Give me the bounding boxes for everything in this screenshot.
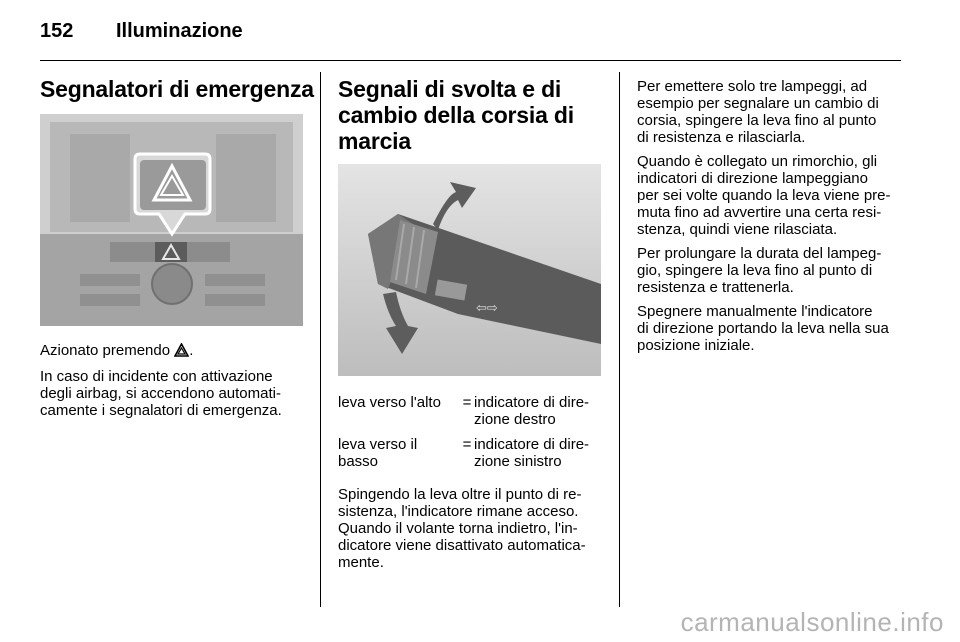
text-line: Quando è collegato un rimorchio, gli xyxy=(637,153,878,170)
text-line: muta fino ad avvertire una certa resi- xyxy=(637,204,882,221)
text-line: degli airbag, si accendono automati- xyxy=(40,385,281,402)
column-continued xyxy=(637,78,905,361)
text-line: di resistenza e rilasciarla. xyxy=(637,129,806,146)
hazard-title: Segnalatori di emergenza xyxy=(40,76,314,102)
hazard-triangle-icon xyxy=(174,343,189,361)
three-flash-paragraph xyxy=(637,78,905,146)
hazard-switch-figure xyxy=(40,114,303,326)
definition-desc xyxy=(474,394,602,436)
text-line: corsia, spingere la leva fino al punto xyxy=(637,112,877,129)
title-line: cambio della corsia di xyxy=(338,102,574,128)
text-line: In caso di incidente con attivazione xyxy=(40,368,273,385)
text-line: stenza, quindi viene rilasciata. xyxy=(637,221,838,238)
trailer-paragraph xyxy=(637,153,905,238)
text-line: mente. xyxy=(338,554,384,571)
definition-row xyxy=(338,436,602,478)
text-line: posizione iniziale. xyxy=(637,337,755,354)
desc-line: indicatore di dire- xyxy=(474,394,590,411)
text-line: Quando il volante torna indietro, l'in- xyxy=(338,520,578,537)
caption-text: Azionato premendo xyxy=(40,342,171,359)
page-number: 152 xyxy=(40,20,74,42)
watermark: carmanualsonline.info xyxy=(680,607,944,637)
header-rule xyxy=(40,60,901,61)
turn-signals-title xyxy=(338,76,602,154)
lever-illustration xyxy=(338,164,601,376)
text-line: per sei volte quando la leva viene pre- xyxy=(637,187,891,204)
text-line: Per prolungare la durata del lampeg- xyxy=(637,245,882,262)
title-line: Segnali di svolta e di xyxy=(338,76,562,102)
manual-off-paragraph xyxy=(637,303,905,354)
desc-line: zione sinistro xyxy=(474,453,562,470)
text-line: Per emettere solo tre lampeggi, ad xyxy=(637,78,868,95)
text-line: indicatori di direzione lampeggiano xyxy=(637,170,868,187)
text-line: resistenza e trattenerla. xyxy=(637,279,794,296)
column-hazard xyxy=(40,76,314,426)
desc-line: zione destro xyxy=(474,411,556,428)
dashboard-illustration xyxy=(40,114,303,326)
column-divider-2 xyxy=(619,72,620,607)
text-line: Spingendo la leva oltre il punto di re- xyxy=(338,486,582,503)
column-divider-1 xyxy=(320,72,321,607)
term-line: basso xyxy=(338,453,379,470)
turn-signals-paragraph xyxy=(338,486,602,571)
text-line: sistenza, l'indicatore rimane acceso. xyxy=(338,503,579,520)
lever-definitions xyxy=(338,394,602,478)
hazard-caption xyxy=(40,342,304,361)
prolong-paragraph xyxy=(637,245,905,296)
definition-term: leva verso l'alto xyxy=(338,394,441,411)
definition-equals: = xyxy=(462,394,472,411)
definition-equals: = xyxy=(462,436,472,453)
text-line: esempio per segnalare un cambio di xyxy=(637,95,879,112)
text-line: di direzione portando la leva nella sua xyxy=(637,320,889,337)
definition-row xyxy=(338,394,602,436)
caption-period: . xyxy=(189,342,194,359)
definition-desc xyxy=(474,436,602,478)
page-header xyxy=(40,20,243,43)
text-line: Spegnere manualmente l'indicatore xyxy=(637,303,873,320)
title-line: marcia xyxy=(338,128,411,154)
text-line: dicatore viene disattivato automatica- xyxy=(338,537,586,554)
section-title: Illuminazione xyxy=(116,20,243,42)
text-line: camente i segnalatori di emergenza. xyxy=(40,402,282,419)
turn-lever-figure xyxy=(338,164,601,376)
desc-line: indicatore di dire- xyxy=(474,436,590,453)
text-line: gio, spingere la leva fino al punto di xyxy=(637,262,873,279)
column-turn-signals xyxy=(338,76,602,578)
term-line: leva verso il xyxy=(338,436,418,453)
hazard-paragraph xyxy=(40,368,304,419)
svg-text:⇦⇨: ⇦⇨ xyxy=(476,301,498,316)
definition-term xyxy=(338,436,460,478)
